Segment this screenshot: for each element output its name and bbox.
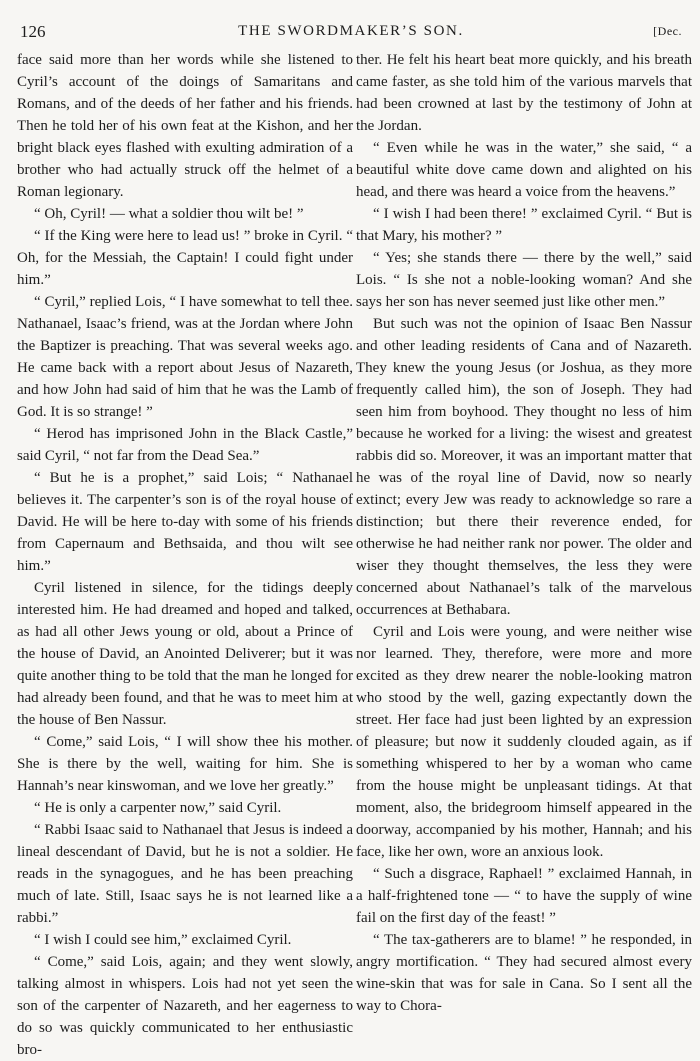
right-column (356, 49, 692, 1017)
running-title: THE SWORDMAKER’S SON. (238, 23, 464, 39)
paragraph: “ Rabbi Isaac said to Nathanael that Jesus is indeed a lineal descendant of David, but he is not a soldier. He reads in the synagogues, and he has been preaching much of late. Still, Isaac says he is not learned like a rabbi.” (17, 822, 353, 926)
paragraph: “ I wish I had been there! ” exclaimed Cyril. “ But is that Mary, his mother? ” (356, 206, 692, 244)
paragraph: “ Cyril,” replied Lois, “ I have somewhat to tell thee. Nathanael, Isaac’s friend, was at the Jordan where John the Baptizer is preaching. That was several weeks ago. He came back with a report about Jesus of Nazareth, and how John had said of him that he was the Lamb of God. It is so strange! ” (17, 294, 353, 420)
paragraph: “ Herod has imprisoned John in the Black Castle,” said Cyril, “ not far from the Dead Sea.” (17, 426, 353, 464)
paragraph: “ Oh, Cyril! — what a soldier thou wilt be! ” (34, 206, 304, 222)
issue-marker: [Dec. (653, 24, 682, 38)
paragraph: “ Such a disgrace, Raphael! ” exclaimed Hannah, in a half-frightened tone — “ to have the supply of wine fail on the first day of the feast! ” (356, 866, 692, 926)
paragraph: “ Even while he was in the water,” she said, “ a beautiful white dove came down and alighted on his head, and there was heard a voice from the heavens.” (356, 140, 692, 200)
paragraph: ther. He felt his heart beat more quickly, and his breath came faster, as she told him of the various marvels that had been crowned at last by the testimony of John at the Jordan. (356, 52, 692, 134)
paragraph: Cyril and Lois were young, and were neither wise nor learned. They, therefore, were more and more excited as they drew nearer the noble-looking matron who stood by the well, gazing expectantly down the street. Her face had just been lighted by an expression of pleasure; but now it suddenly clouded again, as if something whispered to her by a woman who came from the house might be unpleasant tidings. At that moment, also, the bridegroom himself appeared in the doorway, accompanied by his mother, Hannah; and his face, like her own, wore an anxious look. (356, 624, 692, 860)
paragraph: Cyril listened in silence, for the tidings deeply interested him. He had dreamed and hoped and talked, as had all other Jews young or old, about a Prince of the house of David, an Anointed Deliverer; but it was quite another thing to be told that the man he longed for had already been found, and that he was to meet him at the house of Ben Nassur. (17, 580, 353, 728)
paragraph: “ But he is a prophet,” said Lois; “ Nathanael believes it. The carpenter’s son is of the royal house of David. He will be here to-day with some of his friends from Capernaum and Bethsaida, and thou wilt see him.” (17, 470, 353, 574)
page-number: 126 (20, 22, 46, 41)
running-header (20, 22, 682, 46)
left-column (17, 49, 353, 1061)
paragraph: “ Come,” said Lois, “ I will show thee his mother. She is there by the well, waiting for him. She is Hannah’s near kinswoman, and we love her greatly.” (17, 734, 353, 794)
paragraph: “ Yes; she stands there — there by the well,” said Lois. “ Is she not a noble-looking woman? And she says her son has never seemed just like other men.” (356, 250, 692, 310)
paragraph: “ Come,” said Lois, again; and they went slowly, talking almost in whispers. Lois had not yet seen the son of the carpenter of Nazareth, and her eagerness to do so was quickly communicated to her enthusiastic bro- (17, 954, 353, 1058)
paragraph: “ If the King were here to lead us! ” broke in Cyril. “ Oh, for the Messiah, the Captain! I could fight under him.” (17, 228, 353, 288)
paragraph: “ He is only a carpenter now,” said Cyril. (34, 800, 282, 816)
paragraph: “ The tax-gatherers are to blame! ” he responded, in angry mortification. “ They had secured almost every wine-skin that was for sale in Cana. So I sent all the way to Chora- (356, 932, 692, 1014)
paragraph: face said more than her words while she listened to Cyril’s account of the doings of Samaritans and Romans, and of the deeds of her father and his friends. Then he told her of his own feat at the Kishon, and her bright black eyes flashed with exulting admiration of a brother who had actually struck off the helmet of a Roman legionary. (17, 52, 353, 200)
paragraph: “ I wish I could see him,” exclaimed Cyril. (34, 932, 292, 948)
paragraph: But such was not the opinion of Isaac Ben Nassur and other leading residents of Cana and of Nazareth. They knew the young Jesus (or Joshua, as they more frequently called him), the son of Joseph. They had seen him from boyhood. They thought no less of him because he worked for a living: the wisest and greatest rabbis did so. Moreover, it was an important matter that he was of the royal line of David, now so nearly extinct; every Jew was ready to acknowledge so rare a distinction; but there their reverence ended, for otherwise he had neither rank nor power. The older and wiser they thought themselves, the less they were concerned about Nathanael’s talk of the marvelous occurrences at Bethabara. (356, 316, 692, 618)
